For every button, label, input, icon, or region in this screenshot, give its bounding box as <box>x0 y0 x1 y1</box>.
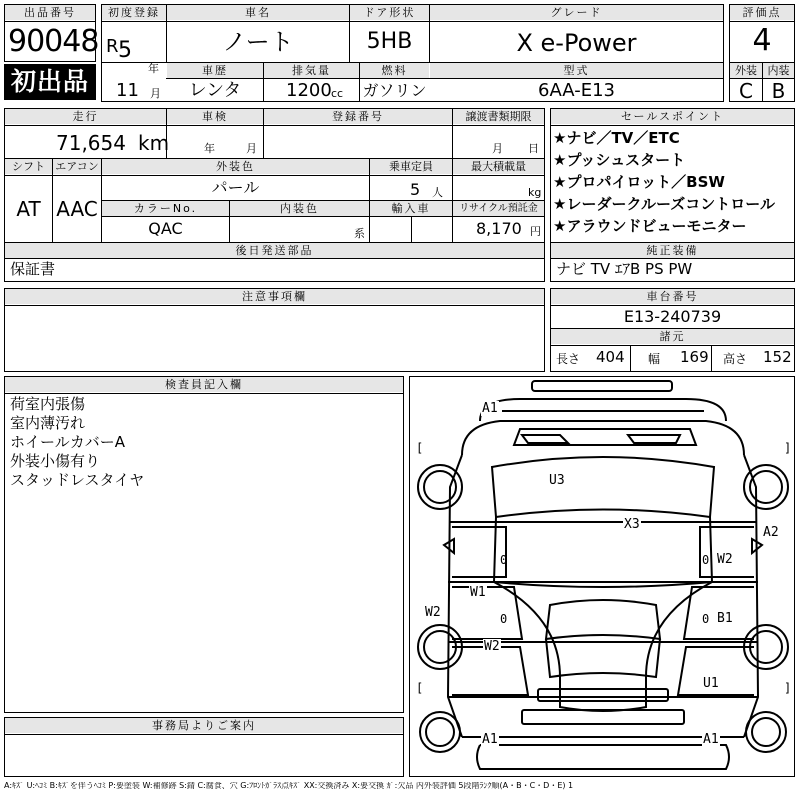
selling-point-item: ★ナビ／TV／ETC <box>553 129 680 147</box>
era: R <box>106 36 119 57</box>
later-parts: 保証書 <box>10 260 56 278</box>
inspector-line: 荷室内張傷 <box>10 395 86 413</box>
transfer-label: 譲渡書類期限 <box>453 109 544 124</box>
damage-mark: U1 <box>703 676 719 691</box>
inspection-year-unit: 年 <box>204 142 215 155</box>
shift: AT <box>16 197 41 221</box>
inspector-label: 検査員記入欄 <box>5 377 403 392</box>
svg-text:[: [ <box>416 681 424 695</box>
svg-text:[: [ <box>416 441 424 455</box>
capacity-unit: 人 <box>432 186 443 199</box>
recycle-amount: 8,170 <box>476 219 522 238</box>
door-label: ドア形状 <box>350 5 429 20</box>
height-label: 高さ <box>723 352 748 366</box>
first-listing-badge: 初出品 <box>4 64 96 100</box>
ext-color-label: 外装色 <box>102 159 369 174</box>
inspection-label: 車検 <box>167 109 263 124</box>
damage-mark: W2 <box>717 552 733 567</box>
damage-mark: W2 <box>425 605 441 620</box>
score: 4 <box>752 23 772 58</box>
inspector-line: 外装小傷有り <box>10 452 101 470</box>
int-color-suffix: 系 <box>354 227 365 240</box>
model-code-label: 型式 <box>430 63 723 78</box>
equipment-items: ナビ TV ｴｱB PS PW <box>556 260 693 278</box>
history-label: 車歴 <box>167 63 263 78</box>
mileage-label: 走行 <box>5 109 166 124</box>
displacement-unit: cc <box>331 87 344 100</box>
damage-mark: W2 <box>484 639 500 654</box>
car-outline-drawing <box>410 377 795 777</box>
svg-text:0: 0 <box>500 612 508 626</box>
svg-text:0: 0 <box>702 553 710 567</box>
car-name-label: 車名 <box>167 5 349 20</box>
reg-year: 5 <box>118 38 132 63</box>
mileage: 71,654 <box>56 131 126 155</box>
lot-number: 90048 <box>8 24 99 59</box>
transfer-day-unit: 日 <box>528 142 539 155</box>
dims-label: 諸元 <box>551 329 794 344</box>
legend-text: A:ｷｽﾞ U:ﾍｺﾐ B:ｷｽﾞを伴うﾍｺﾐ P:要塗装 W:補修跡 S:錆 C:腐食、穴 G:ﾌﾛﾝﾄｶﾞﾗｽ点ｷｽﾞ XX:交換済み X:要交換 ｶﾞ:欠品 内外装評価 5段階ﾗﾝｸ順(A・B・C・D・E) 1 <box>4 782 574 790</box>
month-unit: 月 <box>150 87 161 100</box>
score-label: 評価点 <box>730 5 794 20</box>
width: 169 <box>680 348 709 366</box>
aircon-label: エアコン <box>53 159 101 174</box>
color-no: QAC <box>148 219 183 238</box>
selling-point-item: ★アラウンドビューモニター <box>553 217 747 235</box>
displacement-label: 排気量 <box>264 63 359 78</box>
height: 152 <box>763 348 792 366</box>
damage-mark: W1 <box>470 585 486 600</box>
damage-mark: B1 <box>717 611 733 626</box>
ext-color: パール <box>211 178 260 197</box>
length-label: 長さ <box>556 352 581 366</box>
selling-point-item: ★レーダークルーズコントロール <box>553 195 775 213</box>
exterior-grade: C <box>739 79 753 103</box>
damage-mark: A2 <box>763 525 779 540</box>
load-unit: kg <box>528 186 542 199</box>
lot-number-label: 出品番号 <box>5 5 95 20</box>
first-reg-label: 初度登録 <box>102 5 166 20</box>
damage-mark: U3 <box>549 473 565 488</box>
inspection-month-unit: 月 <box>246 142 257 155</box>
fuel-label: 燃料 <box>360 63 429 78</box>
grade: X e-Power <box>516 29 637 57</box>
displacement: 1200 <box>286 80 332 101</box>
inspector-line: 室内薄汚れ <box>10 414 86 432</box>
exterior-label: 外装 <box>730 63 762 78</box>
svg-text:]: ] <box>784 441 792 455</box>
svg-text:0: 0 <box>500 553 508 567</box>
later-parts-label: 後日発送部品 <box>5 243 544 258</box>
damage-mark: A1 <box>482 732 498 747</box>
grade-label: グレード <box>430 5 723 20</box>
model-code: 6AA-E13 <box>538 80 615 101</box>
transfer-month-unit: 月 <box>492 142 503 155</box>
load-label: 最大積載量 <box>453 159 544 174</box>
damage-mark: X3 <box>624 517 640 532</box>
recycle-unit: 円 <box>530 225 541 238</box>
selling-point-item: ★プロパイロット／BSW <box>553 173 725 191</box>
svg-text:]: ] <box>784 681 792 695</box>
interior-grade: B <box>771 79 786 103</box>
plate-label: 登録番号 <box>264 109 452 124</box>
inspector-line: スタッドレスタイヤ <box>10 471 145 489</box>
selling-point-item: ★プッシュスタート <box>553 151 686 169</box>
selling-points-label: セールスポイント <box>551 109 794 124</box>
chassis-label: 車台番号 <box>551 289 794 304</box>
interior-label: 内装 <box>763 63 794 78</box>
equipment-label: 純正装備 <box>551 243 794 258</box>
recycle-label: リサイクル預託金 <box>453 201 544 216</box>
width-label: 幅 <box>648 352 661 366</box>
year-unit: 年 <box>148 62 159 75</box>
mileage-unit: km <box>138 131 170 155</box>
office-label: 事務局よりご案内 <box>5 718 403 733</box>
length: 404 <box>596 348 625 366</box>
svg-text:0: 0 <box>702 612 710 626</box>
damage-mark: A1 <box>703 732 719 747</box>
import-label: 輸入車 <box>370 201 452 216</box>
fuel: ガソリン <box>362 81 427 100</box>
car-name: ノート <box>222 28 294 56</box>
damage-diagram <box>409 376 795 777</box>
capacity: 5 <box>410 180 421 199</box>
history: レンタ <box>188 80 242 101</box>
color-no-label: カラーNo. <box>102 201 229 216</box>
int-color-label: 内装色 <box>230 201 369 216</box>
damage-mark: A1 <box>482 401 498 416</box>
aircon: AAC <box>56 197 98 221</box>
shift-label: シフト <box>5 159 52 174</box>
reg-month: 11 <box>116 80 139 101</box>
notes-label: 注意事項欄 <box>5 289 544 304</box>
capacity-label: 乗車定員 <box>370 159 452 174</box>
inspector-line: ホイールカバーA <box>10 433 125 451</box>
chassis-number: E13-240739 <box>623 307 722 326</box>
door-type: 5HB <box>366 29 413 54</box>
